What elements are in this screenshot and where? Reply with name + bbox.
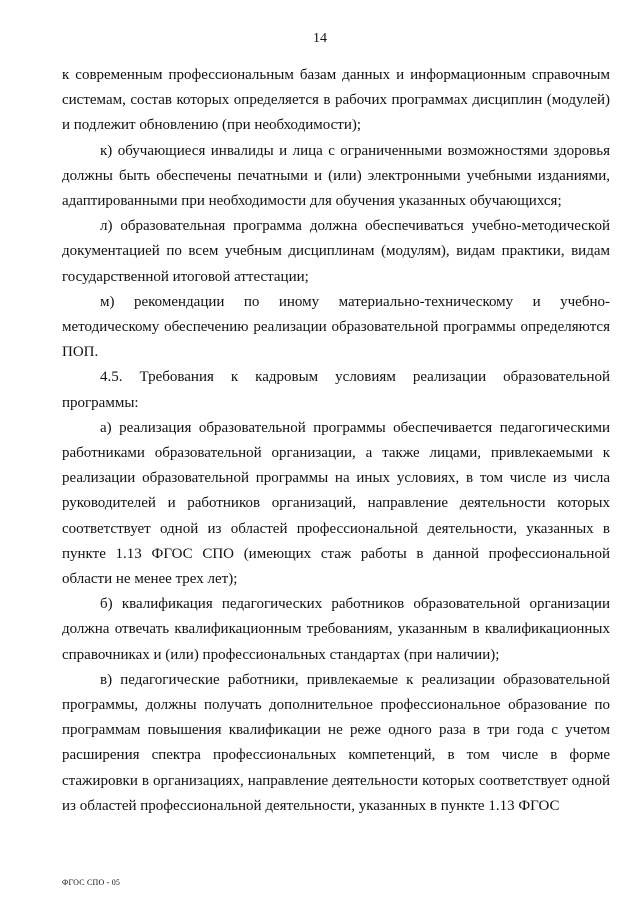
paragraph-item-b: б) квалификация педагогических работников образовательной организации должна отвечать квалификационным требованиям, указанным в квалификационных справочниках и (или) профессиональных стандартах (при наличии); [62, 596, 610, 663]
footer-code: ФГОС СПО - 05 [62, 878, 121, 887]
paragraph-item-l: л) образовательная программа должна обеспечиваться учебно-методической документацией по всем учебным дисциплинам (модулям), видам практики, видам государственной итоговой аттестации; [62, 218, 610, 285]
page-number: 14 [313, 31, 327, 46]
paragraph-item-k: к) обучающиеся инвалиды и лица с ограниченными возможностями здоровья должны быть обеспечены печатными и (или) электронными учебными изданиями, адаптированными при необходимости для обучения указанных обучающихся; [62, 142, 610, 210]
paragraph-item-m-line1: м) рекомендации по иному материально-техническому и учебно- [100, 293, 610, 310]
body-text [62, 63, 610, 819]
paragraph-continuation: к современным профессиональным базам данных и информационным справочным системам, состав которых определяется в рабочих программах дисциплин (модулей) и подлежит обновлению (при необходимости); [62, 67, 610, 134]
section-heading-4-5-rest: программы: [62, 394, 139, 411]
paragraph-item-a: а) реализация образовательной программы обеспечивается педагогическими работниками образовательной организации, а также лицами, привлекаемыми к реализации образовательной программы на иных условиях, в том числе из числа руководителей и работников организаций, направление деятельности которых соответствует одной из областей профессиональной деятельности, указанных в пункте 1.13 ФГОС СПО (имеющих стаж работы в данной профессиональной области не менее трех лет); [62, 419, 610, 588]
paragraph-item-m-rest: методическому обеспечению реализации образовательной программы определяются ПОП. [62, 319, 610, 361]
section-heading-4-5-line1: 4.5. Требования к кадровым условиям реализации образовательной [100, 369, 610, 386]
paragraph-item-v: в) педагогические работники, привлекаемые к реализации образовательной программы, должны получать дополнительное профессиональное образование по программам повышения квалификации не реже одного раза в три года с учетом расширения спектра профессиональных компетенций, в том числе в форме стажировки в организациях, направление деятельности которых соответствует одной из областей профессиональной деятельности, указанных в пункте 1.13 ФГОС [62, 671, 610, 814]
